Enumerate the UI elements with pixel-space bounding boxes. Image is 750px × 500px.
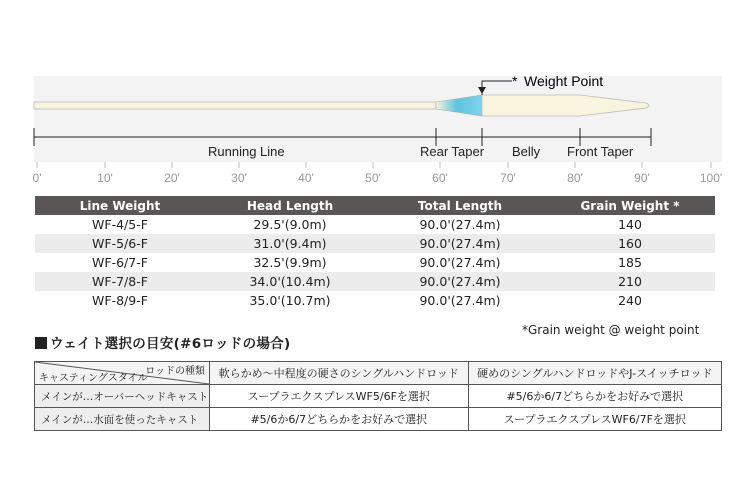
guide-cell: #5/6か6/7どちらかをお好みで選択 bbox=[210, 408, 469, 431]
guide-corner-cell bbox=[35, 362, 210, 385]
section-front-taper: Front Taper bbox=[567, 144, 634, 159]
line-spec-table bbox=[35, 196, 715, 310]
guide-column-soft-rod: 軟らかめ〜中程度の硬さのシングルハンドロッド bbox=[210, 362, 469, 385]
cell-line-weight: WF-5/6-F bbox=[35, 234, 205, 253]
table-row bbox=[35, 253, 715, 272]
header-line-weight: Line Weight bbox=[35, 196, 205, 215]
cell-grain-weight: 210 bbox=[545, 272, 715, 291]
cell-grain-weight: 140 bbox=[618, 217, 642, 232]
scale-tick-90: 90' bbox=[634, 171, 650, 185]
header-grain-weight: Grain Weight * bbox=[545, 196, 715, 215]
spec-header-row bbox=[35, 196, 715, 215]
table-row bbox=[35, 272, 715, 291]
guide-row-label: メインが…水面を使ったキャスト bbox=[35, 408, 210, 431]
cell-line-weight: WF-8/9-F bbox=[92, 293, 148, 308]
table-row bbox=[35, 291, 715, 310]
cell-total-length: 90.0'(27.4m) bbox=[419, 255, 501, 270]
scale-tick-80: 80' bbox=[567, 171, 583, 185]
weight-selection-guide-table bbox=[34, 361, 722, 431]
guide-cell: スープラエクスプレスWF6/7Fを選択 bbox=[468, 408, 721, 431]
guide-cell: スープラエクスプレスWF5/6Fを選択 bbox=[210, 385, 469, 408]
cell-total-length: 90.0'(27.4m) bbox=[419, 293, 501, 308]
grain-weight-footnote: *Grain weight @ weight point bbox=[522, 323, 700, 337]
cell-head-length: 29.5'(9.0m) bbox=[253, 217, 327, 232]
guide-cell: #5/6か6/7どちらかをお好みで選択 bbox=[468, 385, 721, 408]
table-row bbox=[35, 408, 722, 431]
cell-line-weight: WF-7/8-F bbox=[35, 272, 205, 291]
cell-total-length: 90.0'(27.4m) bbox=[375, 234, 545, 253]
guide-column-stiff-rod: 硬めのシングルハンドロッドやJ-スイッチロッド bbox=[468, 362, 721, 385]
cell-head-length: 35.0'(10.7m) bbox=[249, 293, 331, 308]
table-row bbox=[35, 385, 722, 408]
cell-total-length: 90.0'(27.4m) bbox=[375, 272, 545, 291]
cell-total-length: 90.0'(27.4m) bbox=[419, 217, 501, 232]
guide-section-title bbox=[35, 332, 290, 352]
section-running-line: Running Line bbox=[208, 144, 285, 159]
section-rear-taper: Rear Taper bbox=[420, 144, 485, 159]
running-line bbox=[34, 102, 436, 109]
scale-tick-40: 40' bbox=[298, 171, 314, 185]
guide-title-text: ウェイト選択の目安(#6ロッドの場合) bbox=[50, 336, 291, 352]
scale-tick-60: 60' bbox=[432, 171, 448, 185]
scale-tick-10: 10' bbox=[97, 171, 113, 185]
corner-rod-type-label: ロッドの種類 bbox=[145, 366, 205, 377]
guide-header-row bbox=[35, 362, 722, 385]
cell-grain-weight: 240 bbox=[618, 293, 642, 308]
fly-line-diagram bbox=[0, 0, 750, 196]
cell-head-length: 31.0'(9.4m) bbox=[205, 234, 375, 253]
scale-tick-30: 30' bbox=[231, 171, 247, 185]
cell-head-length: 32.5'(9.9m) bbox=[253, 255, 327, 270]
guide-row-label: メインが…オーバーヘッドキャスト bbox=[35, 385, 210, 408]
cell-head-length: 34.0'(10.4m) bbox=[205, 272, 375, 291]
scale-tick-20: 20' bbox=[164, 171, 180, 185]
section-belly: Belly bbox=[512, 144, 541, 159]
scale-tick-marks bbox=[37, 162, 711, 168]
header-head-length: Head Length bbox=[205, 196, 375, 215]
table-row bbox=[35, 234, 715, 253]
scale-tick-70: 70' bbox=[500, 171, 516, 185]
cell-line-weight: WF-6/7-F bbox=[92, 255, 148, 270]
weight-point-text: Weight Point bbox=[524, 73, 604, 89]
header-total-length: Total Length bbox=[375, 196, 545, 215]
cell-grain-weight: 160 bbox=[545, 234, 715, 253]
corner-casting-style-label: キャスティングスタイル bbox=[39, 373, 148, 384]
square-bullet-icon bbox=[35, 337, 47, 349]
table-row bbox=[35, 215, 715, 234]
cell-line-weight: WF-4/5-F bbox=[92, 217, 148, 232]
scale-tick-100: 100' bbox=[699, 171, 723, 185]
cell-grain-weight: 185 bbox=[618, 255, 642, 270]
scale-tick-50: 50' bbox=[365, 171, 381, 185]
scale-tick-0: 0' bbox=[32, 171, 42, 185]
weight-point-label: * bbox=[512, 73, 518, 89]
